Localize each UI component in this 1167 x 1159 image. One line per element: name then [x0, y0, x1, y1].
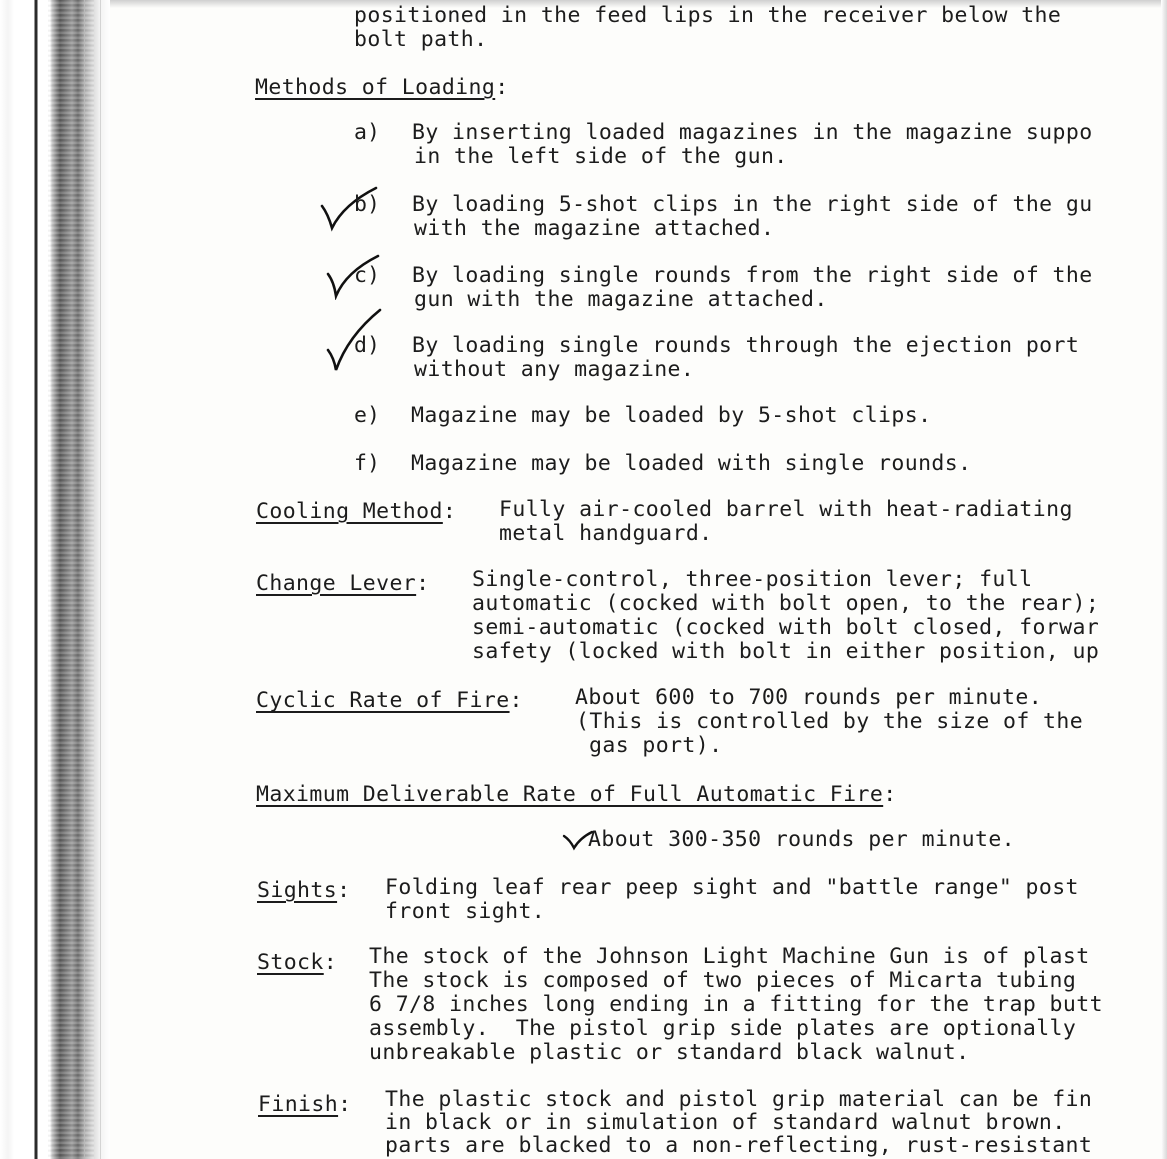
- item-marker: e): [354, 403, 380, 428]
- heading-label: Finish: [258, 1092, 339, 1117]
- intro-line: bolt path.: [354, 27, 488, 52]
- stock-line: The stock of the Johnson Light Machine Gun is of plast: [369, 944, 1090, 969]
- finish-line: The plastic stock and pistol grip material can be fin: [385, 1087, 1093, 1112]
- item-marker: b): [354, 192, 380, 217]
- stock-line: assembly. The pistol grip side plates are optionally: [369, 1016, 1077, 1041]
- cooling-line: Fully air-cooled barrel with heat-radiating: [499, 497, 1073, 522]
- section-heading-change-lever: [256, 572, 430, 596]
- change-lever-line: safety (locked with bolt in either position, up: [472, 639, 1100, 664]
- heading-colon: :: [337, 878, 351, 903]
- heading-colon: :: [323, 950, 338, 975]
- heading-colon: :: [442, 499, 457, 524]
- item-marker: f): [354, 451, 380, 476]
- heading-colon: :: [883, 782, 897, 807]
- sights-line: Folding leaf rear peep sight and "battle range" post: [385, 875, 1079, 900]
- stock-line: 6 7/8 inches long ending in a fitting for the trap butt: [369, 992, 1103, 1017]
- item-line: By loading single rounds from the right side of the: [412, 263, 1093, 288]
- heading-label: Maximum Deliverable Rate of Full Automatic Fire: [256, 782, 884, 807]
- stock-line: unbreakable plastic or standard black walnut.: [369, 1040, 970, 1065]
- change-lever-line: Single-control, three-position lever; full: [472, 567, 1033, 592]
- item-line: By loading 5-shot clips in the right side of the gu: [412, 192, 1093, 217]
- cyclic-line: About 600 to 700 rounds per minute.: [575, 685, 1043, 710]
- item-line: gun with the magazine attached.: [414, 287, 828, 312]
- intro-line: positioned in the feed lips in the receiver below the: [354, 3, 1062, 28]
- item-marker: c): [354, 263, 380, 288]
- change-lever-line: semi-automatic (cocked with bolt closed, forwar: [472, 615, 1100, 640]
- item-line: By inserting loaded magazines in the magazine suppo: [412, 120, 1093, 145]
- cyclic-line: (This is controlled by the size of the: [576, 709, 1084, 734]
- heading-colon: :: [495, 75, 509, 100]
- scan-noise: [48, 0, 94, 1159]
- heading-label: Cyclic Rate of Fire: [256, 688, 510, 713]
- cooling-line: metal handguard.: [499, 521, 713, 546]
- stock-line: The stock is composed of two pieces of Micarta tubing: [369, 968, 1077, 993]
- page-right-edge: [1161, 0, 1167, 1159]
- section-heading-sights: [257, 879, 350, 903]
- section-heading-finish: [258, 1093, 351, 1117]
- finish-line: in black or in simulation of standard walnut brown.: [385, 1110, 1066, 1135]
- item-line: By loading single rounds through the ejection port: [412, 333, 1080, 358]
- sights-line: front sight.: [385, 899, 546, 924]
- item-marker: a): [354, 120, 380, 145]
- heading-label: Sights: [257, 878, 338, 903]
- item-line: Magazine may be loaded with single rounds.: [411, 451, 972, 476]
- heading-label: Change Lever: [256, 571, 417, 596]
- heading-colon: :: [416, 571, 430, 596]
- item-line: in the left side of the gun.: [414, 144, 788, 169]
- item-line: Magazine may be loaded by 5-shot clips.: [411, 403, 932, 428]
- section-heading-stock: [257, 951, 337, 975]
- item-marker: d): [354, 333, 380, 358]
- max-rate-value: About 300-350 rounds per minute.: [588, 827, 1016, 852]
- finish-line: parts are blacked to a non-reflecting, rust-resistant: [385, 1133, 1093, 1158]
- item-line: without any magazine.: [414, 357, 695, 382]
- section-heading-max-rate: [256, 783, 897, 807]
- change-lever-line: automatic (cocked with bolt open, to the rear);: [472, 591, 1100, 616]
- heading-label: Cooling Method: [256, 499, 443, 524]
- section-heading-loading: [255, 76, 509, 100]
- margin-rule: [84, 0, 85, 1159]
- heading-colon: :: [338, 1092, 352, 1117]
- margin-rule: [100, 0, 101, 1159]
- section-heading-cyclic: [256, 689, 523, 713]
- heading-label: Methods of Loading: [255, 75, 496, 100]
- heading-label: Stock: [257, 950, 324, 975]
- cyclic-line: gas port).: [589, 733, 723, 758]
- item-line: with the magazine attached.: [414, 216, 775, 241]
- section-heading-cooling: [256, 500, 456, 524]
- heading-colon: :: [509, 688, 523, 713]
